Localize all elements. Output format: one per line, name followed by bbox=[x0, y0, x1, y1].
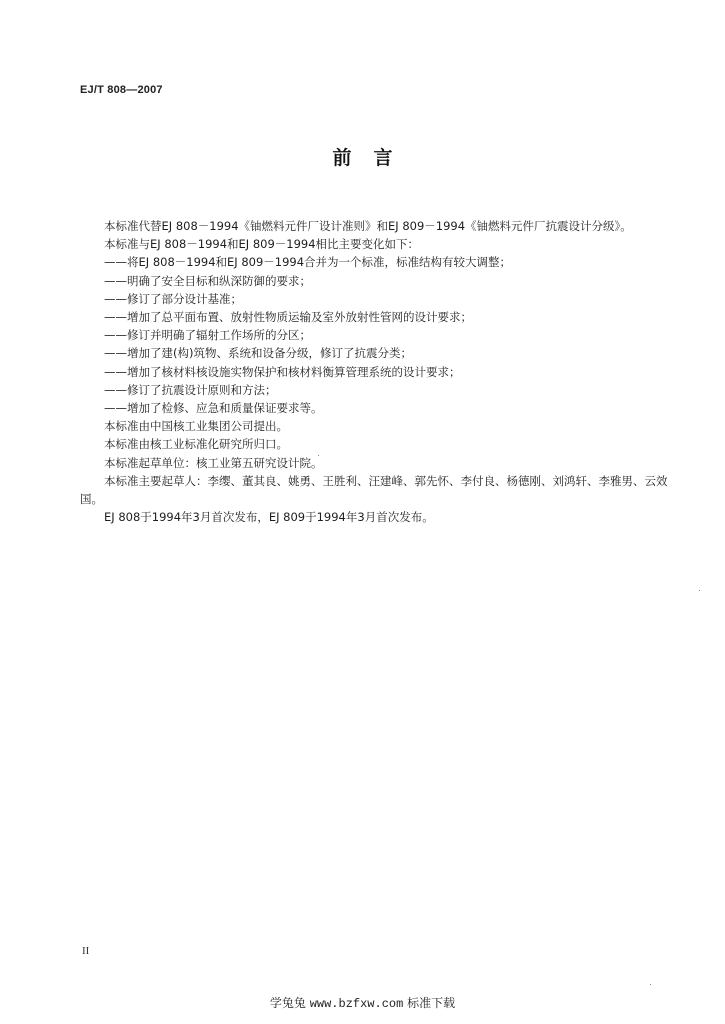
page-number: II bbox=[82, 945, 90, 957]
foreword-paragraph: ——增加了核材料核设施实物保护和核材料衡算管理系统的设计要求； bbox=[104, 364, 461, 379]
foreword-paragraph: ——修订了部分设计基准； bbox=[104, 291, 242, 306]
foreword-paragraph: 本标准代替EJ 808－1994《铀燃料元件厂设计准则》和EJ 809－1994《铀燃料元件厂抗震设计分级》。 bbox=[104, 219, 632, 233]
foreword-paragraph: EJ 808于1994年3月首次发布，EJ 809于1994年3月首次发布。 bbox=[104, 510, 434, 525]
foreword-body bbox=[80, 217, 680, 526]
page-title: 前言 bbox=[332, 147, 415, 169]
foreword-paragraph: 本标准由核工业标准化研究所归口。 bbox=[104, 437, 288, 452]
foreword-paragraph: 本标准与EJ 808－1994和EJ 809－1994相比主要变化如下： bbox=[104, 237, 420, 252]
watermark-prefix: 学兔兔 bbox=[269, 996, 306, 1010]
foreword-paragraph: ——将EJ 808－1994和EJ 809－1994合并为一个标准，标准结构有较大调整； bbox=[104, 255, 512, 270]
scan-speck bbox=[650, 984, 651, 985]
watermark-url: www.bzfxw.com bbox=[309, 997, 404, 1011]
watermark-suffix: 标准下载 bbox=[407, 996, 456, 1010]
foreword-paragraph: 本标准起草单位：核工业第五研究设计院。 bbox=[104, 455, 323, 470]
document-code: EJ/T 808—2007 bbox=[80, 84, 163, 96]
foreword-paragraph: ——增加了建(构)筑物、系统和设备分级，修订了抗震分类； bbox=[104, 346, 412, 361]
foreword-paragraph: ——修订了抗震设计原则和方法； bbox=[104, 382, 277, 397]
foreword-paragraph: 本标准主要起草人：李缨、董其良、姚勇、王胜利、汪建峰、郭先怀、李付良、杨德刚、刘鸿轩、李雅男、云效国。 bbox=[80, 473, 668, 507]
foreword-paragraph: ——增加了总平面布置、放射性物质运输及室外放射性管网的设计要求； bbox=[104, 310, 472, 325]
foreword-paragraph: ——明确了安全目标和纵深防御的要求； bbox=[104, 273, 311, 288]
foreword-paragraph: ——增加了检修、应急和质量保证要求等。 bbox=[104, 401, 323, 416]
scan-speck bbox=[699, 590, 700, 591]
watermark bbox=[0, 994, 725, 1011]
foreword-paragraph: 本标准由中国核工业集团公司提出。 bbox=[104, 419, 288, 434]
scan-speck bbox=[318, 455, 319, 456]
foreword-paragraph: ——修订并明确了辐射工作场所的分区； bbox=[104, 328, 311, 343]
